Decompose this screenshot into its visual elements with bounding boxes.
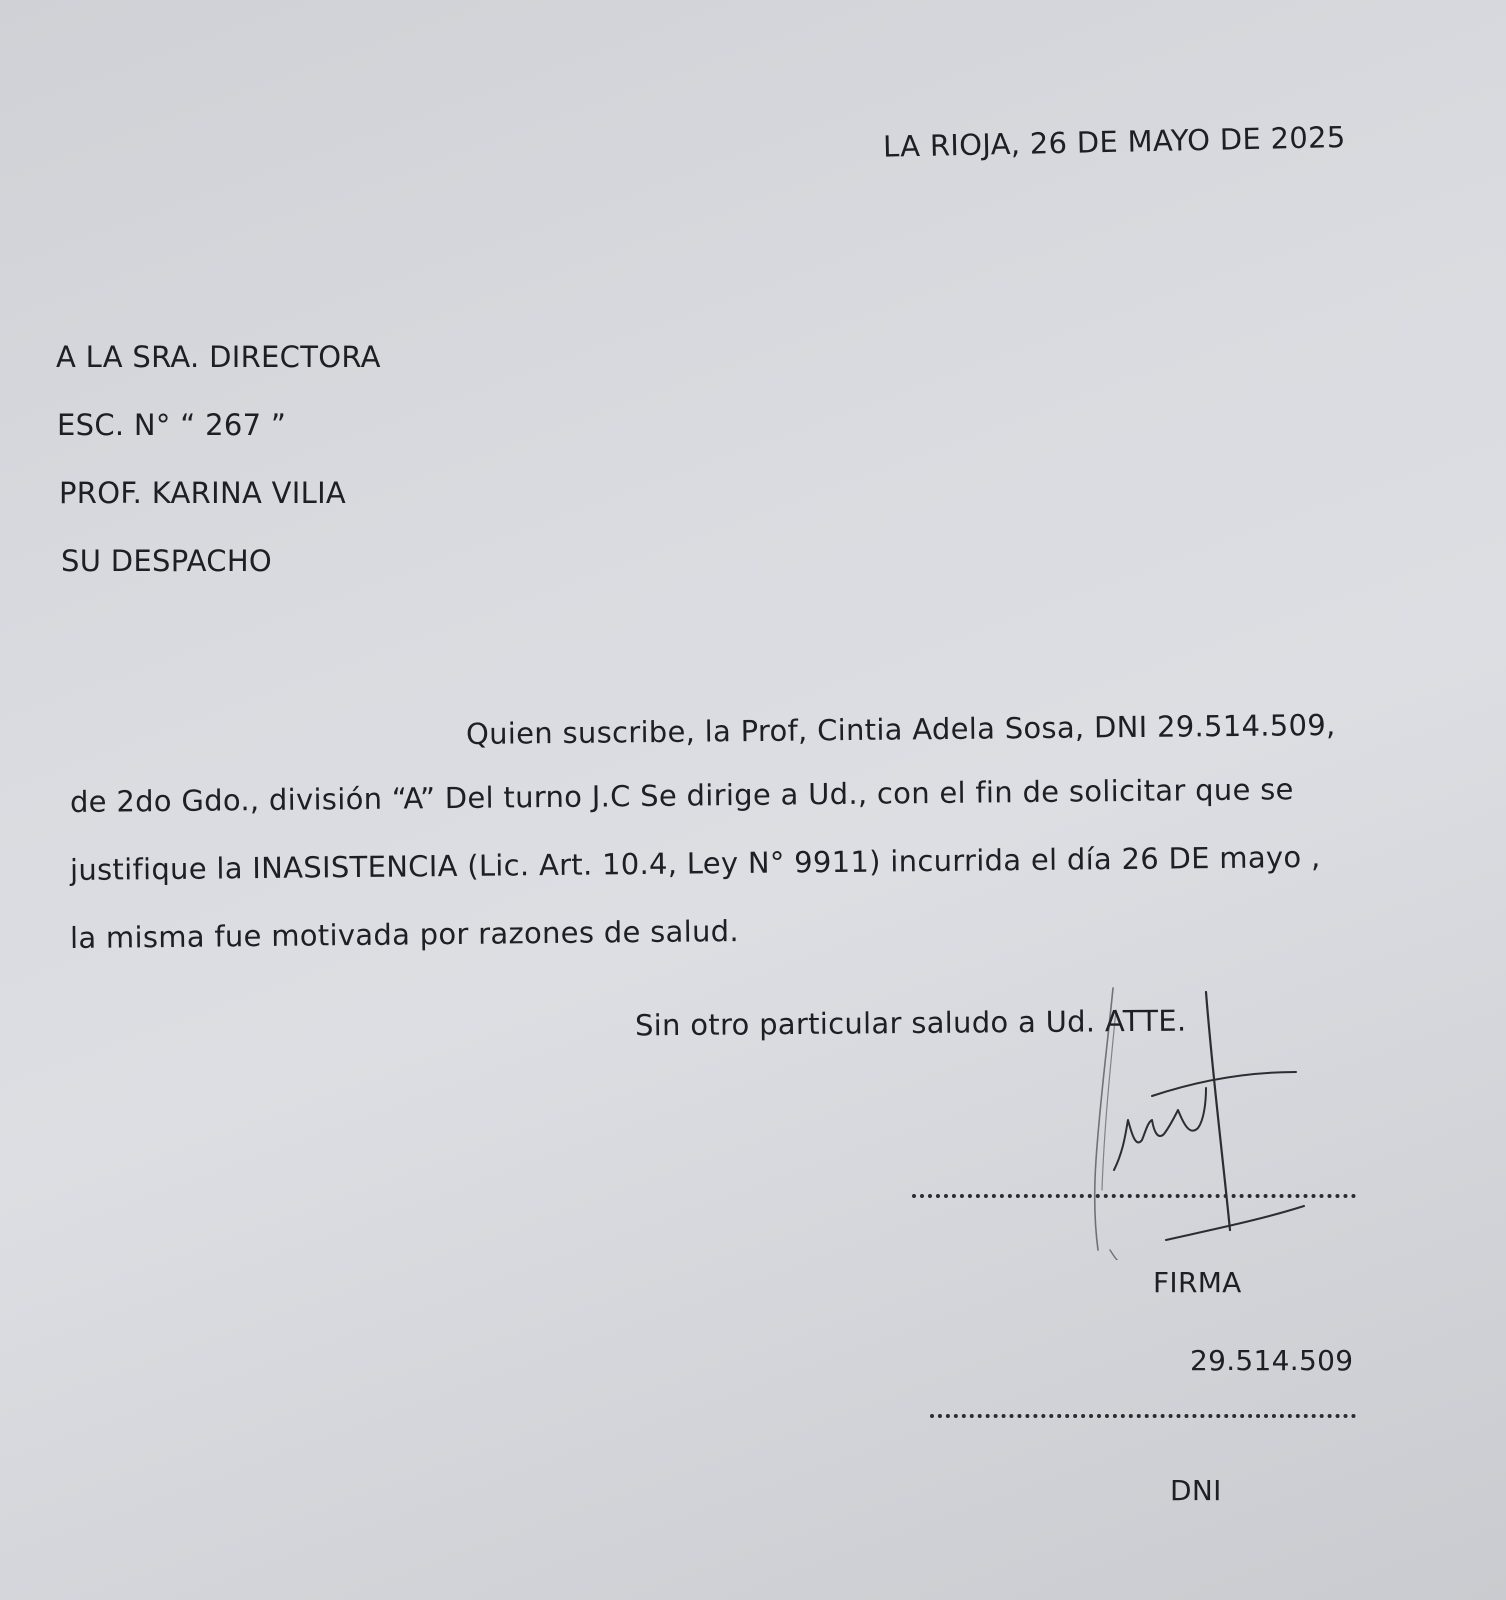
dni-line	[930, 1414, 1356, 1418]
place-date: LA RIOJA, 26 DE MAYO DE 2025	[883, 120, 1347, 164]
handwritten-signature	[1080, 980, 1340, 1260]
recipient-line-4: SU DESPACHO	[61, 544, 273, 578]
body-line-3: justifique la INASISTENCIA (Lic. Art. 10.4, Ley N° 9911) incurrida el día 26 DE mayo ,	[69, 839, 1321, 887]
firma-label: FIRMA	[1153, 1266, 1242, 1299]
signature-line	[912, 1194, 1356, 1198]
recipient-line-2: ESC. N° “ 267 ”	[57, 408, 287, 442]
closing-line: Sin otro particular saludo a Ud. ATTE.	[634, 1003, 1187, 1043]
body-line-1: Quien suscribe, la Prof, Cintia Adela Sosa, DNI 29.514.509,	[465, 707, 1336, 751]
body-line-4: la misma fue motivada por razones de salud.	[69, 913, 740, 955]
body-line-2: de 2do Gdo., división “A” Del turno J.C Se dirige a Ud., con el fin de solicitar que se	[69, 772, 1294, 819]
recipient-line-1: A LA SRA. DIRECTORA	[56, 340, 381, 374]
dni-value: 29.514.509	[1190, 1344, 1354, 1377]
recipient-line-3: PROF. KARINA VILIA	[59, 476, 347, 510]
dni-label: DNI	[1170, 1474, 1222, 1507]
